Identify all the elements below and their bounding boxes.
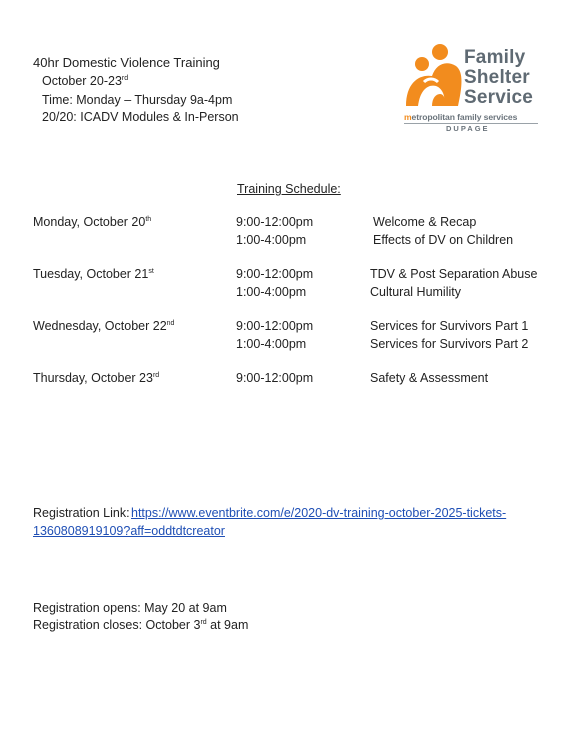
schedule-day: Monday, October 20th: [33, 215, 152, 229]
registration-link[interactable]: https://www.eventbrite.com/e/2020-dv-training-october-2025-tickets-: [131, 506, 507, 520]
family-figures-icon: [402, 42, 464, 108]
session-time: 1:00-4:00pm: [236, 233, 307, 247]
session-topic: TDV & Post Separation Abuse: [370, 267, 538, 281]
session-time: 9:00-12:00pm: [236, 319, 314, 333]
registration-link-continued[interactable]: 136080891910​9?aff=oddtdtcreator: [33, 524, 225, 538]
logo-word-service: Service: [464, 87, 534, 108]
logo-word-shelter: Shelter: [464, 67, 530, 88]
session-time: 1:00-4:00pm: [236, 285, 307, 299]
registration-closes: Registration closes: October 3rd at 9am: [33, 618, 249, 632]
logo-word-family: Family: [464, 47, 526, 68]
session-time: 9:00-12:00pm: [236, 215, 314, 229]
logo-dupage: DUPAGE: [446, 124, 490, 133]
session-topic: Cultural Humility: [370, 285, 461, 299]
registration-label: Registration Link:: [33, 506, 130, 520]
registration-opens: Registration opens: May 20 at 9am: [33, 601, 227, 615]
training-time: Time: Monday – Thursday 9a-4pm: [42, 93, 233, 107]
session-topic: Safety & Assessment: [370, 371, 489, 385]
schedule-day: Tuesday, October 21st: [33, 267, 154, 281]
session-topic: Effects of DV on Children: [373, 233, 514, 247]
schedule-heading: Training Schedule:: [237, 182, 341, 196]
training-modules: 20/20: ICADV Modules & In-Person: [42, 110, 239, 124]
schedule-day: Wednesday, October 22nd: [33, 319, 175, 333]
schedule-day: Thursday, October 23rd: [33, 371, 160, 385]
session-time: 9:00-12:00pm: [236, 267, 314, 281]
session-topic: Services for Survivors Part 1: [370, 319, 529, 333]
session-time: 1:00-4:00pm: [236, 337, 307, 351]
session-time: 9:00-12:00pm: [236, 371, 314, 385]
family-shelter-service-logo: [402, 42, 542, 147]
training-title: 40hr Domestic Violence Training: [33, 55, 220, 70]
session-topic: Welcome & Recap: [373, 215, 477, 229]
session-topic: Services for Survivors Part 2: [370, 337, 529, 351]
training-dates: October 20-23rd: [42, 74, 129, 88]
logo-org-name: metropolitan family services: [404, 112, 518, 122]
